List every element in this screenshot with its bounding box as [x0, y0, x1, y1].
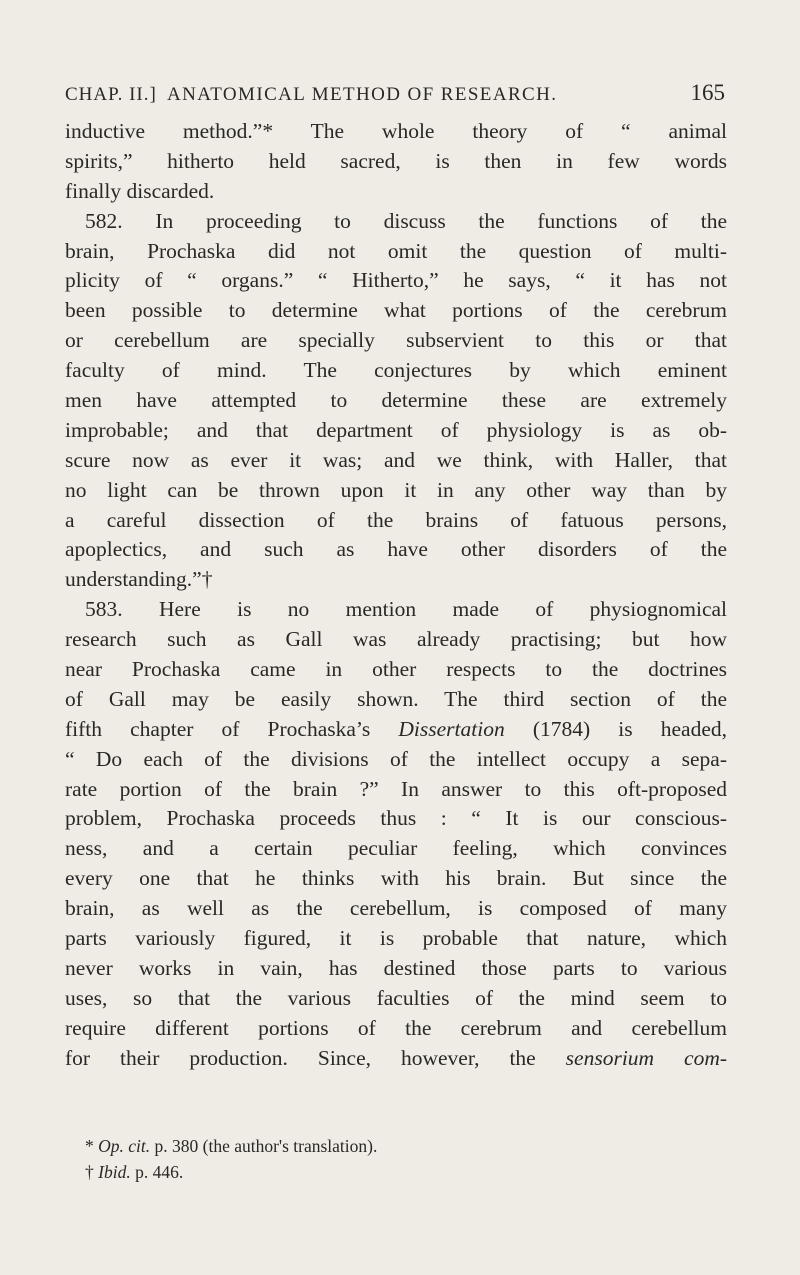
text-line-with-italic: [65, 715, 727, 745]
footnote-ref: Op. cit.: [98, 1136, 151, 1156]
text-line-with-italic: [65, 1044, 727, 1074]
text-line: a careful dissection of the brains of fatuous persons,: [65, 507, 727, 532]
paragraph-582-start: 582. In proceeding to discuss the functions of the: [85, 208, 727, 233]
text-segment: for their production. Since, however, the: [65, 1045, 566, 1070]
text-line: parts variously figured, it is probable that nature, which: [65, 926, 727, 951]
running-header: [65, 80, 725, 114]
text-line: men have attempted to determine these are extremely: [65, 388, 727, 413]
text-line: near Prochaska came in other respects to the doctrines: [65, 657, 727, 682]
text-line: uses, so that the various faculties of the mind seem to: [65, 985, 727, 1010]
text-line: never works in vain, has destined those parts to various: [65, 955, 727, 980]
text-line: faculty of mind. The conjectures by which eminent: [65, 358, 727, 383]
footnote-text: p. 446.: [130, 1162, 184, 1182]
text-line: scure now as ever it was; and we think, with Haller, that: [65, 447, 727, 472]
text-line: spirits,” hitherto held sacred, is then in few words: [65, 148, 727, 173]
footnote-mark: *: [85, 1136, 99, 1156]
text-line: require different portions of the cerebrum and cerebellum: [65, 1015, 727, 1040]
text-line: been possible to determine what portions of the cerebrum: [65, 298, 727, 323]
text-line: ness, and a certain peculiar feeling, which convinces: [65, 836, 727, 861]
footnote-2: [85, 1159, 725, 1185]
text-segment: fifth chapter of Prochaska’s: [65, 716, 399, 741]
text-line: problem, Prochaska proceeds thus : “ It is our conscious-: [65, 806, 727, 831]
text-line: or cerebellum are specially subservient to this or that: [65, 328, 727, 353]
text-line: research such as Gall was already practising; but how: [65, 627, 727, 652]
chapter-label: CHAP. II.]: [65, 84, 157, 105]
page-number: 165: [690, 80, 725, 105]
italic-sensorium: sensorium com-: [565, 1045, 727, 1070]
text-line: understanding.”†: [65, 567, 213, 592]
footnote-text: p. 380 (the author's translation).: [150, 1136, 378, 1156]
footnote-ref: Ibid.: [98, 1162, 131, 1182]
text-line: no light can be thrown upon it in any other way than by: [65, 477, 727, 502]
footnotes: [85, 1133, 725, 1185]
text-line: every one that he thinks with his brain. But since the: [65, 866, 727, 891]
footnote-mark: †: [85, 1162, 99, 1182]
text-line: rate portion of the brain ?” In answer to this oft-proposed: [65, 776, 727, 801]
text-line: of Gall may be easily shown. The third section of the: [65, 686, 727, 711]
footnote-1: [85, 1133, 725, 1159]
body-text: [65, 117, 727, 1074]
text-line: plicity of “ organs.” “ Hitherto,” he says, “ it has not: [65, 268, 727, 293]
paragraph-583-start: 583. Here is no mention made of physiognomical: [85, 597, 727, 622]
text-line: finally discarded.: [65, 178, 215, 203]
text-line: brain, Prochaska did not omit the question of multi-: [65, 238, 727, 263]
text-line: improbable; and that department of physiology is as ob-: [65, 417, 727, 442]
text-line: apoplectics, and such as have other disorders of the: [65, 537, 727, 562]
text-line: brain, as well as the cerebellum, is composed of many: [65, 896, 727, 921]
text-line: inductive method.”* The whole theory of “ animal: [65, 119, 727, 143]
running-title: ANATOMICAL METHOD OF RESEARCH.: [167, 84, 558, 105]
text-segment: (1784) is headed,: [504, 716, 727, 741]
italic-title-dissertation: Dissertation: [398, 716, 505, 741]
text-line: “ Do each of the divisions of the intellect occupy a sepa-: [65, 746, 727, 771]
